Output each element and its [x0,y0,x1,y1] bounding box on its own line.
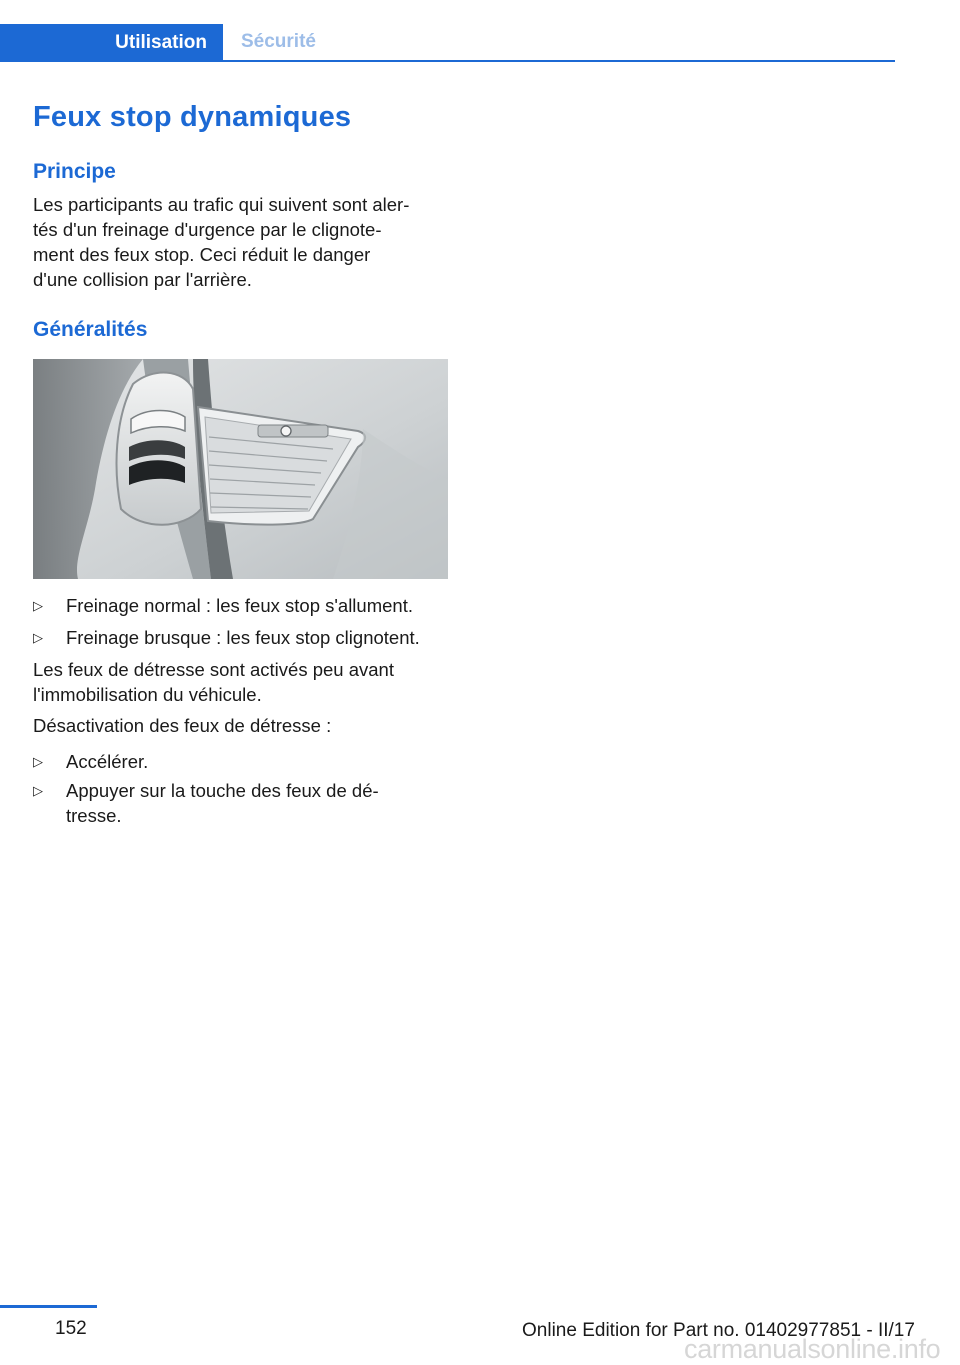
deactivation-label: Désactivation des feux de détresse : [33,715,332,736]
text-line: tés d'un freinage d'urgence par le clignote‐ [33,219,382,240]
top-navigation [0,24,895,62]
text-line: tresse. [66,805,122,826]
principle-paragraph [33,192,453,292]
text-line: l'immobilisation du véhicule. [33,684,262,705]
text-line: Les feux de détresse sont activés peu avant [33,659,394,680]
text-line: d'une collision par l'arrière. [33,269,252,290]
triangle-bullet-icon: ▷ [33,598,43,613]
triangle-bullet-icon: ▷ [33,754,43,769]
page-title: Feux stop dynamiques [33,101,352,133]
section-heading-principe: Principe [33,160,116,183]
text-line: Appuyer sur la touche des feux de dé‐ [66,780,379,801]
footer-rule [0,1305,97,1308]
hazard-paragraph [33,657,453,707]
text-line: ment des feux stop. Ceci réduit le danger [33,244,371,265]
text-line: Les participants au trafic qui suivent sont aler‐ [33,194,410,215]
section-heading-generalites: Généralités [33,318,148,341]
triangle-bullet-icon: ▷ [33,783,43,798]
watermark: carmanualsonline.info [684,1334,941,1364]
tab-utilisation[interactable]: Utilisation [0,24,223,62]
triangle-bullet-icon: ▷ [33,630,43,645]
edition-note: Online Edition for Part no. 01402977851 - II/17 [522,1320,915,1341]
tail-light-illustration [33,359,448,579]
tab-securite[interactable]: Sécurité [241,31,316,52]
page-number: 152 [55,1318,87,1339]
nav-rule [0,60,895,62]
